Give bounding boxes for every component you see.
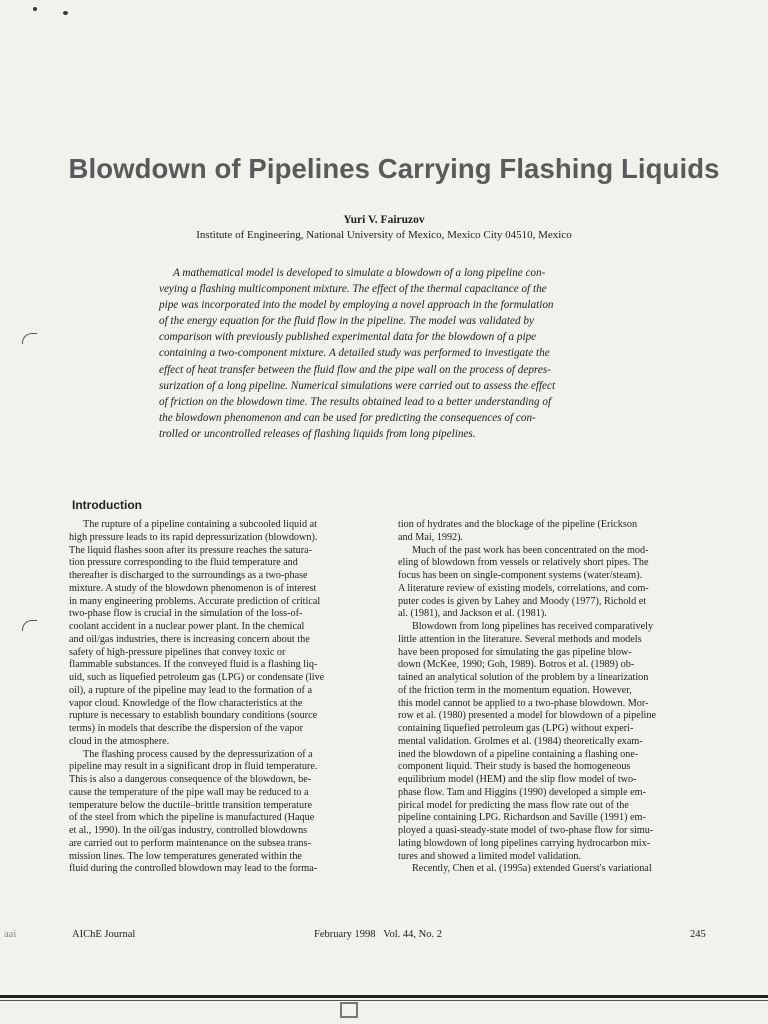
body-text-line: pipeline containing LPG. Richardson and Saville (1991) em-	[398, 812, 646, 824]
margin-mark	[22, 620, 37, 631]
abstract-line: A mathematical model is developed to simulate a blowdown of a long pipeline con-	[173, 267, 546, 279]
body-text-line: down (McKee, 1990; Goh, 1989). Botros et al. (1989) ob-	[398, 659, 635, 671]
body-text-line: Much of the past work has been concentrated on the mod-	[412, 544, 649, 556]
body-text-line: vapor cloud. Knowledge of the flow characteristics at the	[69, 697, 303, 709]
body-text-line: tained an analytical solution of the problem by a linearization	[398, 672, 649, 683]
body-text-line: coolant accident in a nuclear power plant. In the chemical	[69, 621, 305, 632]
body-text-line: and oil/gas industries, there is increasing concern about the	[69, 633, 310, 645]
page-number: 245	[690, 929, 706, 940]
body-text-line: in many engineering problems. Accurate prediction of critical	[69, 595, 321, 607]
body-text-line: thereafter is discharged to the surroundings as a two-phase	[69, 570, 308, 581]
scan-speck	[63, 11, 68, 15]
body-text-line: pipeline may result in a significant drop in fluid temperature.	[69, 761, 318, 773]
body-text-line: lating blowdown of long pipelines carrying hydrocarbon mix-	[398, 837, 651, 849]
abstract-line: trolled or uncontrolled releases of flashing liquids from long pipelines.	[159, 427, 476, 440]
body-text-line: flammable substances. If the conveyed fluid is a flashing liq-	[69, 659, 318, 671]
body-text-line: tion of hydrates and the blockage of the pipeline (Erickson	[398, 519, 638, 530]
body-text-line: tion pressure corresponding to the fluid temperature and	[69, 557, 298, 569]
margin-mark	[22, 333, 37, 344]
abstract	[159, 265, 619, 442]
body-text-line: mission lines. The low temperatures generated within the	[69, 850, 302, 862]
body-text-line: The liquid flashes soon after its pressure reaches the satura-	[69, 544, 312, 556]
scan-marker	[340, 1002, 358, 1018]
abstract-line: veying a flashing multicomponent mixture. The effect of the thermal capacitance of the	[159, 283, 547, 296]
body-text-line: little attention in the literature. Several methods and models	[398, 633, 642, 645]
body-text-line: this model cannot be applied to a two-phase blowdown. Mor-	[398, 697, 649, 709]
body-text-line: ployed a quasi-steady-state model of two-phase flow for simu-	[398, 825, 654, 836]
body-text-line: row et al. (1980) presented a model for blowdown of a pipeline	[398, 710, 657, 722]
body-text-line: oil), a rupture of the pipeline may lead to the formation of a	[69, 684, 313, 696]
page-footer	[0, 929, 768, 943]
body-text-line: The flashing process caused by the depressurization of a	[83, 748, 313, 760]
body-text-line: phase flow. Tam and Higgins (1990) developed a simple em-	[398, 786, 646, 798]
bottom-rule	[0, 995, 768, 998]
section-heading: Introduction	[72, 498, 142, 512]
journal-name: AIChE Journal	[72, 929, 136, 940]
body-text-line: two-phase flow is crucial in the simulation of the loss-of-	[69, 608, 303, 620]
body-text-line: pirical model for predicting the mass flow rate out of the	[398, 799, 629, 811]
body-text-line: and Mai, 1992).	[398, 531, 464, 543]
body-text-line: cause the temperature of the pipe wall may be reduced to a	[69, 786, 309, 798]
body-text-line: are carried out to perform maintenance on the subsea trans-	[69, 837, 311, 849]
body-text-line: mixture. A study of the blowdown phenomenon is of interest	[69, 582, 317, 594]
body-text-line: rupture is necessary to establish boundary conditions (source	[69, 710, 318, 722]
body-text-line: puter codes is given by Lahey and Moody (1977), Richold et	[398, 595, 647, 607]
body-text-line: eling of blowdown from vessels or relatively short pipes. The	[398, 557, 649, 569]
issue-info: February 1998 Vol. 44, No. 2	[314, 929, 442, 940]
body-text-line: al. (1981), and Jackson et al. (1981).	[398, 608, 547, 620]
author-name: Yuri V. Fairuzov	[343, 214, 425, 226]
abstract-line: of friction on the blowdown time. The results obtained lead to a better understanding of	[159, 395, 552, 408]
author-affiliation: Institute of Engineering, National University of Mexico, Mexico City 04510, Mexico	[196, 229, 572, 241]
abstract-line: containing a two-component mixture. A detailed study was performed to investigate the	[159, 347, 550, 360]
text-column-right	[398, 519, 706, 876]
body-text-line: temperature below the ductile–brittle transition temperature	[69, 799, 312, 811]
scan-speck	[33, 7, 37, 11]
abstract-line: effect of heat transfer between the fluid flow and the pipe wall on the process of depres-	[159, 363, 551, 376]
margin-note: aai	[4, 929, 17, 940]
body-text-line: fluid during the controlled blowdown may lead to the forma-	[69, 863, 318, 875]
abstract-line: the blowdown phenomenon and can be used for predicting the consequences of con-	[159, 411, 536, 424]
abstract-line: of the energy equation for the fluid flow in the pipeline. The model was validated by	[159, 315, 534, 328]
body-text-line: Blowdown from long pipelines has received comparatively	[412, 621, 654, 632]
body-text-line: high pressure leads to its rapid depressurization (blowdown).	[69, 531, 318, 543]
text-column-left	[69, 519, 377, 876]
paper-title: Blowdown of Pipelines Carrying Flashing Liquids	[68, 153, 720, 184]
body-text-line: Recently, Chen et al. (1995a) extended Guerst's variational	[412, 863, 652, 875]
body-text-line: component liquid. Their study is based the homogeneous	[398, 761, 631, 773]
body-text-line: of the steel from which the pipeline is manufactured (Haque	[69, 812, 315, 824]
body-text-line: mental validation. Grolmes et al. (1984) theoretically exam-	[398, 735, 643, 747]
body-text-line: tures and showed a limited model validation.	[398, 850, 582, 862]
body-text-line: focus has been on single-component systems (water/steam).	[398, 570, 643, 581]
abstract-line: comparison with previously published experimental data for the blowdown of a pipe	[159, 331, 537, 344]
body-text-line: uid, such as liquefied petroleum gas (LPG) or condensate (live	[69, 672, 325, 683]
body-text-line: This is also a dangerous consequence of the blowdown, be-	[69, 774, 312, 785]
body-text-line: et al., 1990). In the oil/gas industry, controlled blowdowns	[69, 825, 308, 836]
abstract-line: pipe was incorporated into the model by employing a novel approach in the formulation	[159, 299, 554, 312]
body-text-line: safety of high-pressure pipelines that convey toxic or	[69, 646, 286, 658]
body-text-line: equilibrium model (HEM) and the slip flow model of two-	[398, 774, 637, 785]
body-text-line: A literature review of existing models, correlations, and com-	[398, 582, 649, 594]
body-text-line: terms) in models that describe the dispersion of the vapor	[69, 723, 303, 734]
body-text-line: cloud in the atmosphere.	[69, 735, 170, 747]
body-text-line: containing liquefied petroleum gas (LPG) without experi-	[398, 723, 634, 734]
body-text-line: The rupture of a pipeline containing a subcooled liquid at	[83, 519, 317, 530]
body-text-line: of the friction term in the momentum equation. However,	[398, 684, 632, 696]
bottom-rule-thin	[0, 1000, 768, 1001]
abstract-line: surization of a long pipeline. Numerical simulations were carried out to assess the effect	[159, 379, 556, 392]
body-text-line: have been proposed for simulating the gas pipeline blow-	[398, 646, 632, 658]
body-text-line: ined the blowdown of a pipeline containing a flashing one-	[398, 748, 639, 760]
